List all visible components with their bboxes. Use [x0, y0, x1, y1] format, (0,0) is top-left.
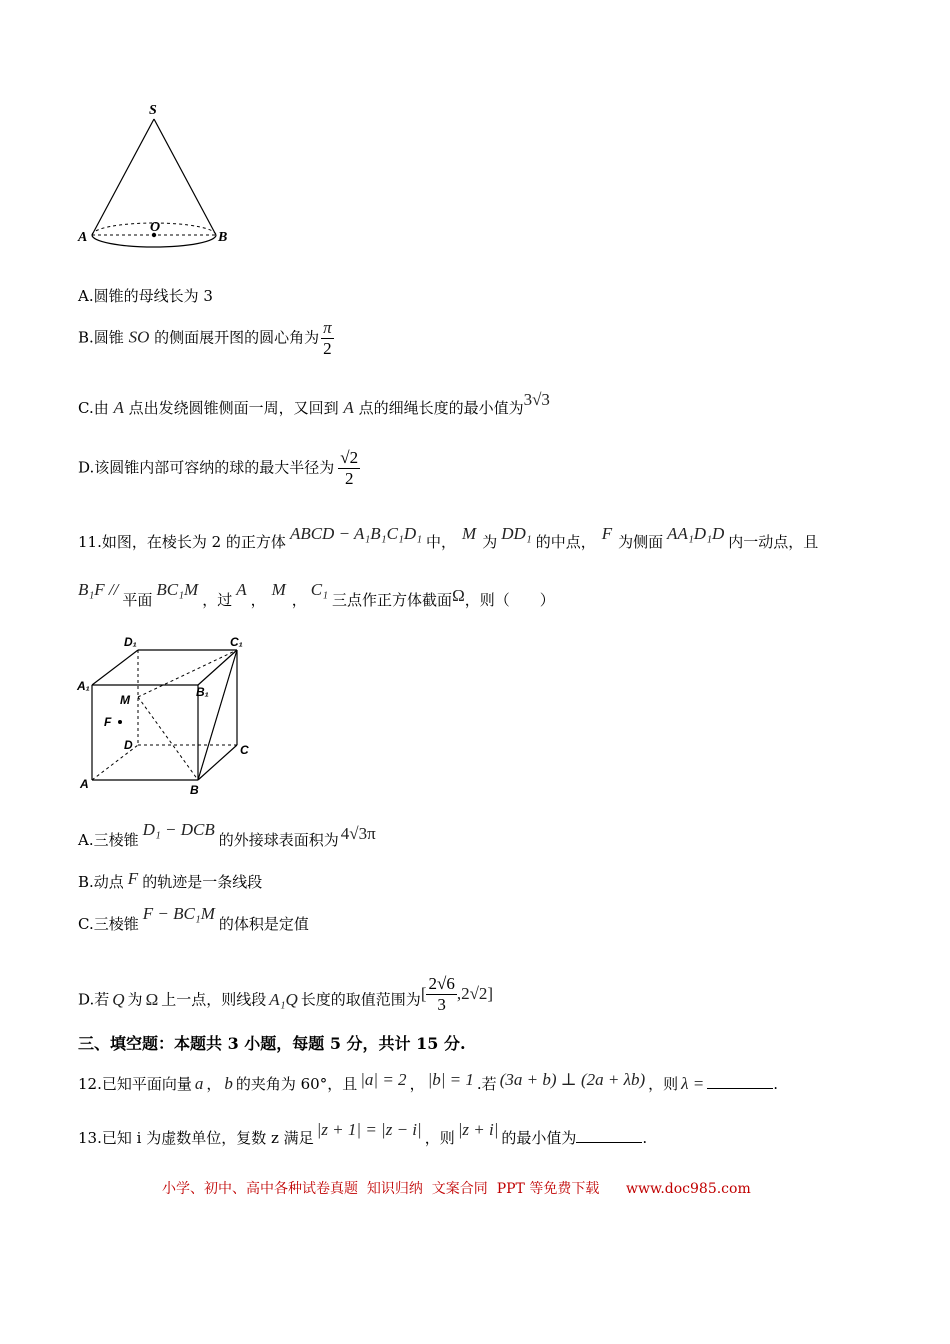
- cube-label-a1: A₁: [77, 679, 90, 693]
- cone-label-o: O: [150, 220, 161, 235]
- q11-option-d: D.若 Q 为 Ω 上一点，则线段 A₁Q 长度的取值范围为[ $\frac{2√6}{3}$ ,2√2]: [78, 974, 494, 1014]
- q11-stem-line1: 11.如图，在棱长为 2 的正方体 ABCD − A₁B₁C₁D₁ 中， M 为 DD₁ 的中点， F 为侧面 AA₁D₁D 内一动点，且: [78, 524, 819, 551]
- cube-label-d: D: [124, 738, 133, 752]
- cube-label-m: M: [120, 693, 130, 707]
- cone-figure: [70, 95, 250, 255]
- section-3-heading: 三、填空题：本题共 3 小题，每题 5 分，共计 15 分.: [78, 1034, 466, 1053]
- cube-label-b: B: [190, 783, 199, 797]
- cube-label-c1: C₁: [230, 635, 243, 649]
- cube-label-c: C: [240, 743, 249, 757]
- cube-label-a: A: [80, 777, 89, 791]
- q10-option-b: B.圆锥 SO 的侧面展开图的圆心角为 $\frac{\pi}{2}$: [78, 318, 332, 358]
- q12: 12.已知平面向量 a ， b 的夹角为 60°，且 |a| = 2 ， |b| = 1 .若 (3a + b) ⊥ (2a + λb) ，则 λ = .: [78, 1070, 779, 1093]
- q13-answer-blank[interactable]: [576, 1128, 642, 1143]
- q10-option-a: A.圆锥的母线长为 3: [78, 287, 213, 305]
- cone-label-s: S: [149, 103, 157, 118]
- q11-stem-line2: B₁F //平面BC₁M，过A，M，C₁三点作正方体截面Ω，则（ ）: [78, 580, 555, 609]
- cube-label-b1: B₁: [196, 685, 209, 699]
- q11-option-a: A.三棱锥D₁ − DCB的外接球表面积为 4√3π: [78, 820, 376, 849]
- cube-label-d1: D₁: [124, 635, 137, 649]
- q11-option-b: B.动点 F 的轨迹是一条线段: [78, 869, 263, 891]
- cube-figure: [72, 630, 262, 800]
- q10-option-d: D.该圆锥内部可容纳的球的最大半径为 $\frac{√2}{2}$: [78, 448, 359, 488]
- q10-option-c: C.由 A 点出发绕圆锥侧面一周，又回到 A 点的细绳长度的最小值为3√3: [78, 390, 550, 417]
- q11-option-c: C.三棱锥F − BC₁M的体积是定值: [78, 904, 309, 933]
- cube-label-f: F: [104, 715, 112, 729]
- footer-ad[interactable]: 小学、初中、高中各种试卷真题 知识归纳 文案合同 PPT 等免费下载 www.doc985.com: [162, 1181, 751, 1197]
- q12-answer-blank[interactable]: [707, 1074, 773, 1089]
- cone-label-a: A: [78, 230, 88, 245]
- cone-label-b: B: [218, 230, 228, 245]
- q13: 13.已知 i 为虚数单位，复数 z 满足 |z + 1| = |z − i| ，则 |z + i| 的最小值为 .: [78, 1120, 648, 1147]
